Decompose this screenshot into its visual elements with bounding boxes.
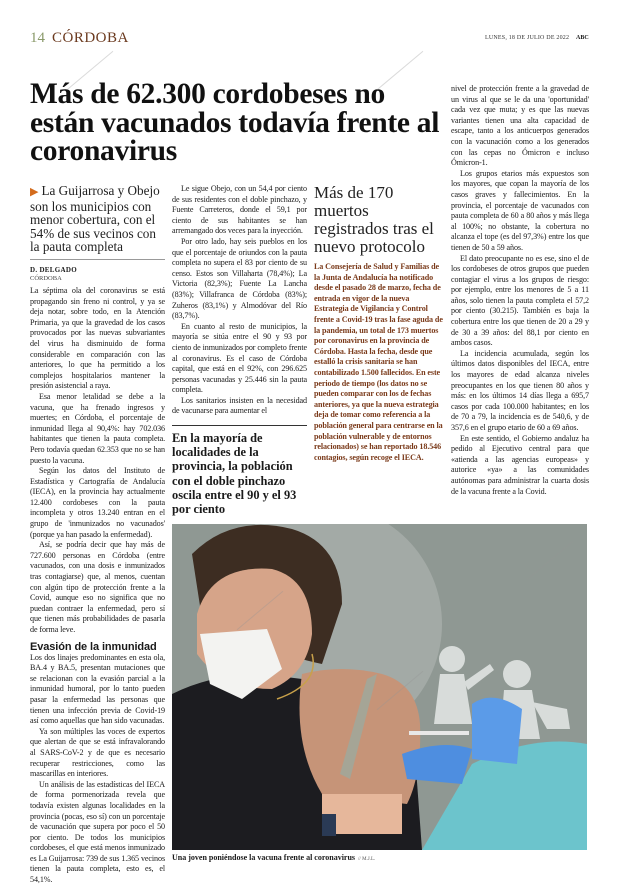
column-4	[451, 84, 589, 516]
paragraph: Un análisis de las estadísticas del IECA de forma pormenorizada revela que todavía existen algunas localidades en la provincia (pocas, eso sí) con un porcentaje de vacunación que supera por poco el 50 por ciento. De todos los municipios cordobeses, el que está menos inmunizado es La Guijarrosa: 739 de sus 1.365 vecinos tienen la pauta completa, esto es, el 54,1%.	[30, 779, 165, 885]
paragraph: La Consejería de Salud y Familias de la Junta de Andalucía ha notificado desde el pasado 28 de marzo, fecha de entrada en vigor de la nueva Estrategia de Vigilancia y Control frente a Covid-19 tras la fase aguda de la pandemia, un total de 173 muertos por coronavirus en la provincia de Córdoba. Hasta la fecha, desde que estalló la crisis sanitaria se han contabilizado 1.500 fallecidos. En este periodo de tiempo (los datos no se pueden comparar con los de fechas anteriores, ya que la nueva estrategia deja de tomar como referencia a la población general para centrarse en la población vulnerable y de entornos relacionados) se han reportado 18.546 contagios, según recoge el IECA.	[314, 262, 443, 462]
subheading: Evasión de la inmunidad	[30, 640, 157, 653]
section-title: CÓRDOBA	[52, 30, 129, 46]
paragraph: El dato preocupante no es ese, sino el de los cordobeses de otros grupos que pueden contagiar el virus a los grupos de riesgo: por ejemplo, entre los menores de 5 a 11 años, solo tienen la pauta completa el 57,2 por ciento (30.215). También es baja la cobertura entre los que tienen de 20 a 29 y de 30 a 39 años: del 88,1 por ciento en ambos casos.	[451, 253, 589, 348]
subtitle-text: La Guijarrosa y Obejo son los municipios con menor cobertura, con el 54% de sus vecinos con la pauta completa	[30, 183, 160, 255]
paragraph: Los sanitarios insisten en la necesidad de vacunarse para aumentar el	[172, 395, 307, 416]
paragraph: Esa menor letalidad se debe a la vacuna, que ha frenado ingresos y muertes; en Córdoba, el porcentaje de inmunidad llega al 90,4%: hay 702.036 habitantes que tienen la pauta completa. Pero todavía quedan 62.353 que no se han puesto la vacuna.	[30, 391, 165, 465]
paragraph: nivel de protección frente a la gravedad de un virus al que se le da una 'oportunidad' cada vez que muta; y es que las nuevas variantes tienen una alta capacidad de escape, tanto a los anticuerpos generados con la vacunación como a los generados con las cepas no Ómicron e incluso Ómicron-1.	[451, 84, 589, 168]
date: LUNES, 18 DE JULIO DE 2022	[485, 35, 570, 41]
paragraph: En cuanto al resto de municipios, la mayoría se sitúa entre el 90 y 93 por ciento de inmunizados por completo frente al coronavirus. Es el caso de Córdoba capital, que está en el 92%, con 296.625 personas vacunadas y 25.446 sin la pauta completa.	[172, 321, 307, 395]
column-1	[30, 286, 165, 886]
byline-author: D. DELGADO	[30, 266, 77, 274]
paragraph: Ya son múltiples las voces de expertos que alertan de que se está infravalorando al SARS-CoV-2 y de que es necesario recuperar restricciones, como las mascarillas en interiores.	[30, 726, 165, 779]
byline-city: CÓRDOBA	[30, 275, 62, 282]
sidebar-body	[314, 262, 444, 463]
paragraph: La séptima ola del coronavirus se está propagando sin freno ni control, y ya se deja notar, sobre todo, en la Atención Primaria, ya que la gravedad de los casos provocados por las nuevas subvariantes del virus ha disminuido de forma considerable en comparación con las anteriores, lo que ha permitido a los complejos hospitalarios mantener la presión asistencial a raya.	[30, 286, 165, 391]
paragraph: Según los datos del Instituto de Estadística y Cartografía de Andalucía (IECA), en la provincia hay actualmente 12.400 cordobeses con la pauta incompleta y otros 13.240 entran en el grupo de 'inmunizados no vacunados' (porque ya han pasado la enfermedad).	[30, 466, 165, 539]
vaccination-photo	[172, 524, 587, 850]
paragraph: Por otro lado, hay seis pueblos en los que el porcentaje de oriundos con la pauta completa no supera el 83 por ciento de su censo. Estos son Villaharta (78,4%); La Victoria (82,3%); Fuente La Lancha (83%); Villafranca de Córdoba (83%); Zuheros (83,1%) y Almodóvar del Río (83,7%).	[172, 236, 307, 321]
column-2-text	[172, 184, 307, 417]
sidebar-title: Más de 170 muertos registrados tras el nuevo protocolo	[314, 183, 434, 256]
paragraph: La incidencia acumulada, según los últimos datos disponibles del IECA, entre los mayores de edad alcanza niveles preocupantes en los que tienen 80 años y más: en los últimos 14 días llega a 695,7 casos por cada 100.000 habitantes; en los de 70 a 79, la incidencia es de 540,6, y de 357,6 en el grupo etario de 60 a 69 años.	[451, 348, 589, 432]
paragraph: Así, se podría decir que hay más de 727.600 personas en Córdoba (entre vacunados, con una dosis e inmunizados tras contagiarse) que, al menos, cuentan con algún tipo de protección frente a la Covid, aunque eso no significa que no puedan contraer la enfermedad, pero sí que tienen más probabilidades de pasarla de forma leve.	[30, 540, 165, 634]
paragraph: En este sentido, el Gobierno andaluz ha pedido al Ejecutivo central para que «atienda a las agencias europeas» y autorice «ya» a las comunidades autónomas para administrar la cuarta dosis de la vacuna frente a la Covid.	[451, 433, 589, 496]
page-number: 14	[30, 30, 45, 46]
caption-text: Una joven poniéndose la vacuna frente al coronavirus	[172, 853, 356, 863]
paragraph: Los dos linajes predominantes en esta ola, BA.4 y BA.5, presentan mutaciones que se relacionan con la evasión parcial a la inmunidad humoral, por lo tanto pueden pasar la enfermedad las personas que tienen una infección previa de Covid-19 así como aquellas que han sido vacunadas.	[30, 652, 165, 726]
arrow-icon: ▶	[30, 186, 39, 198]
photo-credit: // M.J.L.	[358, 857, 376, 863]
sidebar	[314, 184, 444, 516]
paragraph: Le sigue Obejo, con un 54,4 por ciento de sus residentes con el doble pinchazo, y Fuente Carreteros, donde el 59,1 por ciento de sus habitantes se han arremangado dos veces para la inyección.	[172, 184, 307, 236]
column-2	[172, 184, 307, 516]
paragraph: Los grupos etarios más expuestos son los mayores, que copan la mayoría de los casos graves y fallecimientos. En la provincia, el porcentaje de vacunados con pauta completa de 60 a 80 años y más llega al 100%; no obstante, la cobertura no alcanza el tope (es del 97,3%) entre los que tienen de 50 a 59 años.	[451, 168, 589, 252]
photo-caption	[172, 853, 589, 862]
pull-quote: En la mayoría de localidades de la provincia, la población con el doble pinchazo oscila entre el 90 y el 93 por ciento	[172, 425, 307, 516]
subtitle	[30, 184, 165, 254]
brand-logo: ABC	[576, 35, 589, 41]
headline: Más de 62.300 cordobeses no están vacunados todavía frente al coronavirus	[30, 78, 440, 167]
divider	[30, 259, 165, 260]
